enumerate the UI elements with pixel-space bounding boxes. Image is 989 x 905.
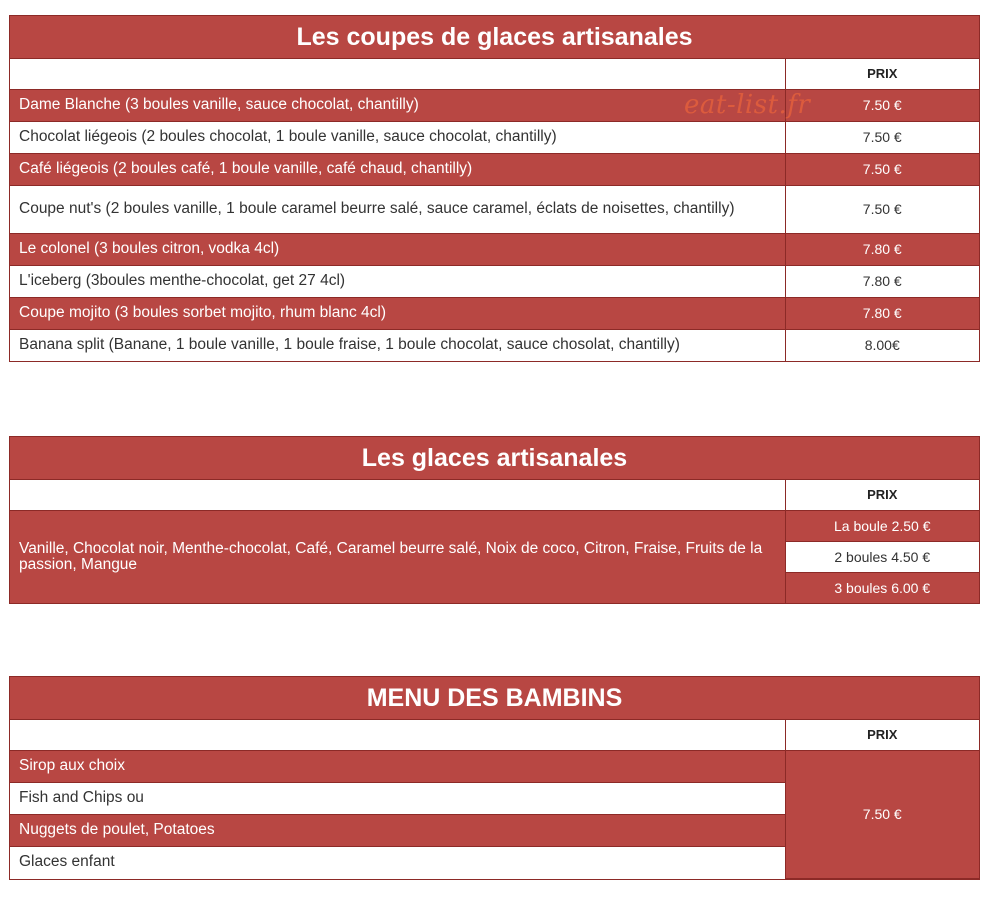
menu-row bbox=[10, 89, 979, 121]
item-name: Coupe nut's (2 boules vanille, 1 boule caramel beurre salé, sauce caramel, éclats de noisettes, chantilly) bbox=[10, 185, 785, 233]
item-price: 7.80 € bbox=[785, 265, 979, 297]
item-name: Dame Blanche (3 boules vanille, sauce chocolat, chantilly) bbox=[10, 89, 785, 121]
item-price: 7.50 € bbox=[785, 121, 979, 153]
menu-row bbox=[10, 297, 979, 329]
bambins-header-row bbox=[10, 720, 979, 750]
menu-row bbox=[10, 329, 979, 361]
glaces-header-row bbox=[10, 480, 979, 510]
item-name: Café liégeois (2 boules café, 1 boule vanille, café chaud, chantilly) bbox=[10, 153, 785, 185]
glaces-row bbox=[10, 510, 979, 603]
item-name: L'iceberg (3boules menthe-chocolat, get 27 4cl) bbox=[10, 265, 785, 297]
item-price: 7.80 € bbox=[785, 233, 979, 265]
menu-row bbox=[10, 121, 979, 153]
bambins-section bbox=[9, 676, 980, 880]
item-name: Fish and Chips ou bbox=[10, 782, 785, 814]
item-name: Banana split (Banane, 1 boule vanille, 1 boule fraise, 1 boule chocolat, sauce chosolat, chantilly) bbox=[10, 329, 785, 361]
glaces-title: Les glaces artisanales bbox=[10, 437, 979, 480]
menu-row bbox=[10, 233, 979, 265]
item-name: Chocolat liégeois (2 boules chocolat, 1 boule vanille, sauce chocolat, chantilly) bbox=[10, 121, 785, 153]
item-price: 7.50 € bbox=[785, 185, 979, 233]
menu-row bbox=[10, 265, 979, 297]
coupes-price-header: PRIX bbox=[785, 59, 979, 89]
bambins-title: MENU DES BAMBINS bbox=[10, 677, 979, 720]
coupes-section bbox=[9, 15, 980, 362]
item-name: Glaces enfant bbox=[10, 846, 785, 878]
item-name: Sirop aux choix bbox=[10, 750, 785, 782]
coupes-title: Les coupes de glaces artisanales bbox=[10, 16, 979, 59]
coupes-header-row bbox=[10, 59, 979, 89]
price-two-scoops: 2 boules 4.50 € bbox=[786, 541, 980, 573]
bambins-table bbox=[10, 720, 979, 879]
glaces-section bbox=[9, 436, 980, 604]
glaces-flavours: Vanille, Chocolat noir, Menthe-chocolat, Café, Caramel beurre salé, Noix de coco, Citron, Fraise, Fruits de la passion, Mangue bbox=[10, 510, 785, 603]
item-price: 7.50 € bbox=[785, 153, 979, 185]
bambins-price: 7.50 € bbox=[785, 750, 979, 878]
price-three-scoops: 3 boules 6.00 € bbox=[786, 573, 980, 603]
watermark-logo: eat-list.fr bbox=[684, 90, 811, 120]
item-name: Nuggets de poulet, Potatoes bbox=[10, 814, 785, 846]
price-one-scoop: La boule 2.50 € bbox=[786, 511, 980, 541]
menu-row bbox=[10, 750, 979, 782]
glaces-table bbox=[10, 480, 979, 603]
item-name: Le colonel (3 boules citron, vodka 4cl) bbox=[10, 233, 785, 265]
item-price: 8.00€ bbox=[785, 329, 979, 361]
coupes-table bbox=[10, 59, 979, 361]
menu-row bbox=[10, 185, 979, 233]
menu-row bbox=[10, 153, 979, 185]
bambins-price-header: PRIX bbox=[785, 720, 979, 750]
item-price: 7.80 € bbox=[785, 297, 979, 329]
item-name: Coupe mojito (3 boules sorbet mojito, rhum blanc 4cl) bbox=[10, 297, 785, 329]
item-price: 7.50 € bbox=[785, 89, 979, 121]
glaces-price-header: PRIX bbox=[785, 480, 979, 510]
